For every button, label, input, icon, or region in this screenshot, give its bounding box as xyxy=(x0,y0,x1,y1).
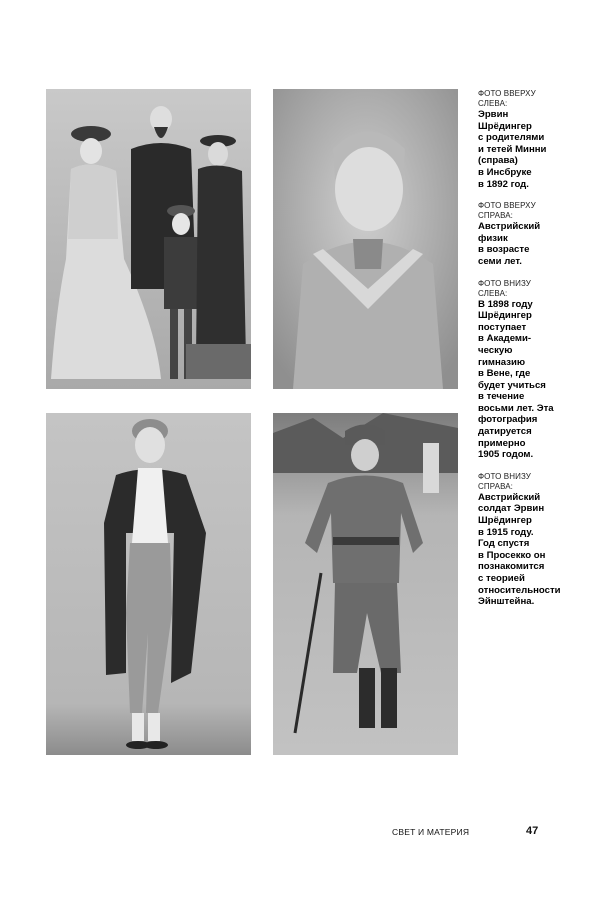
caption-text: В 1898 году Шрёдингер поступает в Академи- ческую гимназию в Вене, где будет учиться в течение восьми лет. Эта фотография датируется примерно 1905 годом. xyxy=(478,298,554,461)
caption-text: Эрвин Шрёдингер с родителями и тетей Минни (справа) в Инсбруке в 1892 год. xyxy=(478,109,547,190)
page-number: 47 xyxy=(526,825,539,837)
captions-column xyxy=(478,89,588,619)
running-footer-title: СВЕТ И МАТЕРИЯ xyxy=(392,827,470,837)
caption-bottom-left xyxy=(478,279,588,461)
photo-soldier xyxy=(273,413,458,755)
caption-text: Австрийский солдат Эрвин Шрёдингер в 1915 году. Год спустя в Просекко он познакомится с теорией относительности Эйнштейна. xyxy=(478,491,561,608)
photo-child-portrait xyxy=(273,89,458,389)
photo-family-portrait xyxy=(46,89,251,389)
caption-label: ФОТО ВВЕРХУ СЛЕВА: xyxy=(478,89,536,108)
caption-label: ФОТО ВНИЗУ СПРАВА: xyxy=(478,471,531,491)
caption-top-right xyxy=(478,201,588,267)
caption-label: ФОТО ВВЕРХУ СПРАВА: xyxy=(478,201,536,221)
caption-bottom-right xyxy=(478,472,588,608)
caption-text: Австрийский физик в возрасте семи лет. xyxy=(478,221,541,267)
photo-gymnasium-student xyxy=(46,413,251,755)
caption-label: ФОТО ВНИЗУ СЛЕВА: xyxy=(478,278,531,298)
caption-top-left xyxy=(478,89,588,190)
